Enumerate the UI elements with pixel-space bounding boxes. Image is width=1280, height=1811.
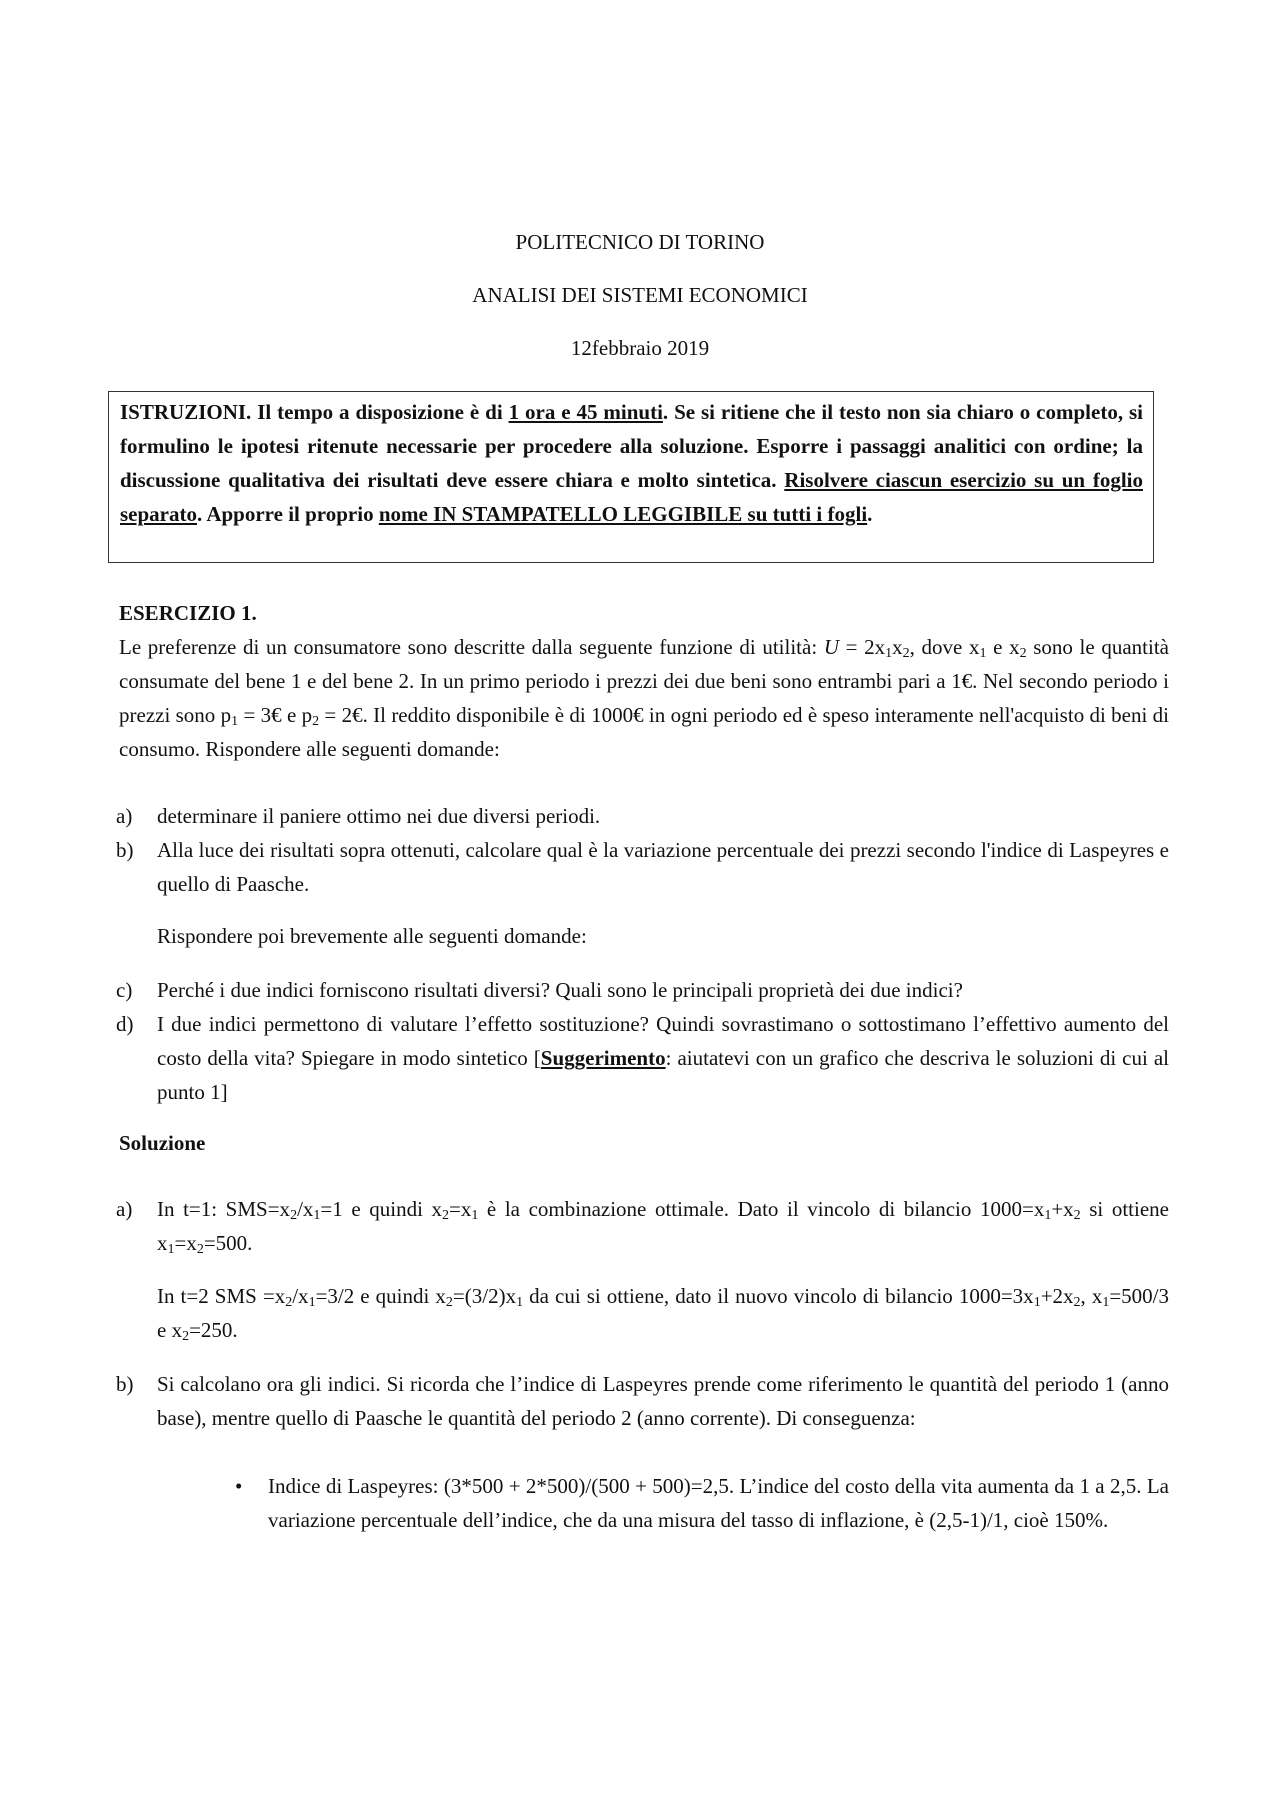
exercise-intro: Le preferenze di un consumatore sono descritte dalla seguente funzione di utilità: $U = 2x_1x_2$, dove $x_1$ e $x_2$ sono le quantità consumate del bene 1 e del bene 2. In un primo periodo i prezzi dei due beni sono entrambi pari a 1€. Nel secondo periodo i prezzi sono $p_1$ = 3€ e $p_2$ = 2€. Il reddito disponibile è di 1000€ in ogni periodo ed è speso interamente nell'acquisto di beni di consumo. Rispondere alle seguenti domande: bbox=[119, 635, 1169, 761]
solution-a-period2: In t=2 SMS $=x_2/x_1=3/2$ e quindi $x_2=(3/2)x_1$ da cui si ottiene, dato il nuovo vincolo di bilancio $1000=3x_1+2x_2$, $x_1=500/3$ e $x_2=250$. bbox=[157, 1284, 1170, 1344]
bullet-icon: • bbox=[235, 1474, 243, 1498]
question-d: d) I due indici permettono di valutare l’effetto sostituzione? Quindi sovrastimano o sottostimano l’effettivo aumento del costo della vita? Spiegare in modo sintetico [Suggerimento: aiutatevi con un grafico che descriva le soluzioni di cui al punto 1] bbox=[157, 1007, 1169, 1109]
question-b: b) Alla luce dei risultati sopra ottenuti, calcolare qual è la variazione percentuale dei prezzi secondo l'indice di Laspeyres e quello di Paasche. bbox=[157, 833, 1169, 901]
laspeyres-bullet: • Indice di Laspeyres: (3*500 + 2*500)/(500 + 500)=2,5. L’indice del costo della vita aumenta da 1 a 2,5. La variazione percentuale dell’indice, che da una misura del tasso di inflazione, è (2,5-1)/1, cioè 150%. bbox=[268, 1469, 1169, 1537]
question-a: a) determinare il paniere ottimo nei due diversi periodi. bbox=[157, 799, 1169, 833]
solution-a-label: a) bbox=[116, 1197, 133, 1221]
solution-a-period1: a) In t=1: $SMS=x_2/x_1=1$ e quindi $x_2=x_1$ è la combinazione ottimale. Dato il vincolo di bilancio $1000=x_1+x_2$ si ottiene $x_1=x_2=500$. bbox=[157, 1192, 1169, 1260]
question-a-label: a) bbox=[116, 804, 133, 828]
solution-b-label: b) bbox=[116, 1372, 134, 1396]
exam-date: 12febbraio 2019 bbox=[570, 336, 710, 360]
question-c-label: c) bbox=[116, 978, 133, 1002]
instructions-box: ISTRUZIONI. Il tempo a disposizione è di 1 ora e 45 minuti. Se si ritiene che il testo non sia chiaro o completo, si formulino le ipotesi ritenute necessarie per procedere alla soluzione. Esporre i passaggi analitici con ordine; la discussione qualitativa dei risultati deve essere chiara e molto sintetica. Risolvere ciascun esercizio su un foglio separato. Apporre il proprio nome IN STAMPATELLO LEGGIBILE su tutti i fogli. bbox=[108, 391, 1154, 563]
solution-b: b) Si calcolano ora gli indici. Si ricorda che l’indice di Laspeyres prende come riferimento le quantità del periodo 1 (anno base), mentre quello di Paasche le quantità del periodo 2 (anno corrente). Di conseguenza: bbox=[157, 1367, 1169, 1435]
question-c: c) Perché i due indici forniscono risultati diversi? Quali sono le principali proprietà dei due indici? bbox=[157, 973, 1169, 1007]
followup-text: Rispondere poi brevemente alle seguenti domande: bbox=[157, 924, 587, 948]
time-limit: 1 ora e 45 minuti bbox=[508, 400, 663, 424]
course-title: ANALISI DEI SISTEMI ECONOMICI bbox=[472, 283, 808, 307]
question-d-label: d) bbox=[116, 1012, 134, 1036]
question-b-label: b) bbox=[116, 838, 134, 862]
exercise-title: ESERCIZIO 1. bbox=[119, 601, 257, 625]
institution-title: POLITECNICO DI TORINO bbox=[515, 230, 765, 254]
solution-title: Soluzione bbox=[119, 1131, 206, 1155]
hint-label: Suggerimento bbox=[540, 1046, 666, 1070]
